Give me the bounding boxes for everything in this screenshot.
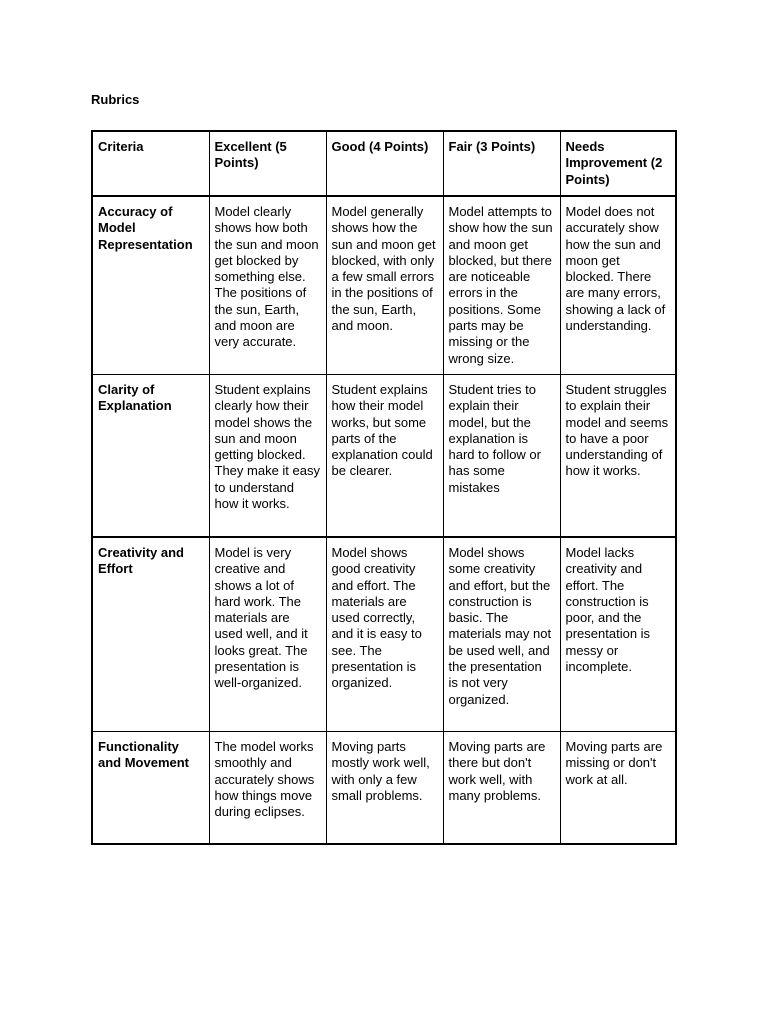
good-cell: Model generally shows how the sun and moon get blocked, with only a few small errors in the positions of the sun, Earth, and moon.	[326, 196, 443, 375]
header-good: Good (4 Points)	[326, 131, 443, 196]
excellent-cell: Student explains clearly how their model shows the sun and moon getting blocked. They make it easy to understand how it works.	[209, 375, 326, 538]
criteria-cell: Clarity of Explanation	[92, 375, 209, 538]
rubric-table	[91, 130, 677, 845]
page-title: Rubrics	[91, 92, 140, 107]
good-cell: Student explains how their model works, but some parts of the explanation could be clearer.	[326, 375, 443, 538]
table-header-row	[92, 131, 676, 196]
fair-cell: Model attempts to show how the sun and moon get blocked, but there are noticeable errors in the positions. Some parts may be missing or the wrong size.	[443, 196, 560, 375]
needs-improvement-cell: Student struggles to explain their model and seems to have a poor understanding of how it works.	[560, 375, 676, 538]
criteria-cell: Accuracy of Model Representation	[92, 196, 209, 375]
header-needs-improvement: Needs Improvement (2 Points)	[560, 131, 676, 196]
table-row	[92, 537, 676, 732]
table-row	[92, 196, 676, 375]
good-cell: Moving parts mostly work well, with only a few small problems.	[326, 732, 443, 845]
criteria-cell: Creativity and Effort	[92, 537, 209, 732]
fair-cell: Student tries to explain their model, but the explanation is hard to follow or has some mistakes	[443, 375, 560, 538]
excellent-cell: Model clearly shows how both the sun and moon get blocked by something else. The positions of the sun, Earth, and moon are very accurate.	[209, 196, 326, 375]
needs-improvement-cell: Model does not accurately show how the sun and moon get blocked. There are many errors, showing a lack of understanding.	[560, 196, 676, 375]
criteria-cell: Functionality and Movement	[92, 732, 209, 845]
fair-cell: Model shows some creativity and effort, but the construction is basic. The materials may not be used well, and the presentation is not very organized.	[443, 537, 560, 732]
header-fair: Fair (3 Points)	[443, 131, 560, 196]
header-excellent: Excellent (5 Points)	[209, 131, 326, 196]
excellent-cell: The model works smoothly and accurately shows how things move during eclipses.	[209, 732, 326, 845]
needs-improvement-cell: Moving parts are missing or don't work at all.	[560, 732, 676, 845]
table-row	[92, 375, 676, 538]
good-cell: Model shows good creativity and effort. The materials are used correctly, and it is easy to see. The presentation is organized.	[326, 537, 443, 732]
fair-cell: Moving parts are there but don't work well, with many problems.	[443, 732, 560, 845]
header-criteria: Criteria	[92, 131, 209, 196]
table-row	[92, 732, 676, 845]
needs-improvement-cell: Model lacks creativity and effort. The construction is poor, and the presentation is messy or incomplete.	[560, 537, 676, 732]
excellent-cell: Model is very creative and shows a lot of hard work. The materials are used well, and it looks great. The presentation is well-organized.	[209, 537, 326, 732]
